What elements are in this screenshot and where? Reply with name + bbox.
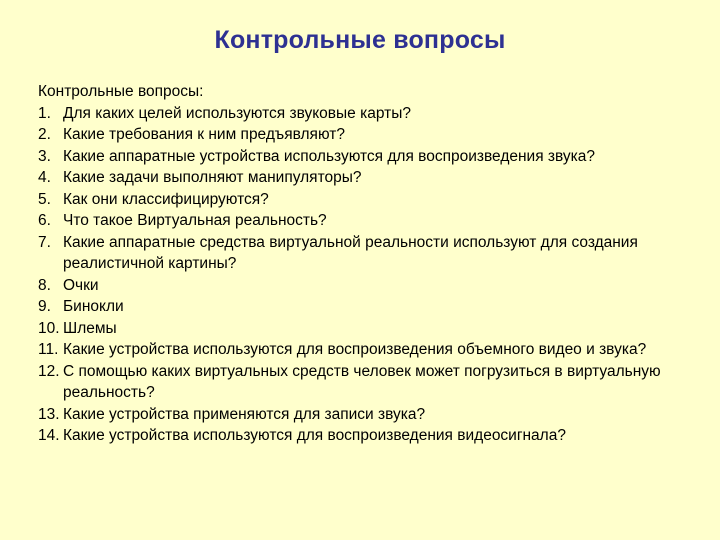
item-number: 12. — [38, 362, 60, 380]
item-number: 7. — [38, 233, 51, 251]
item-number: 8. — [38, 276, 51, 294]
item-text: Бинокли — [63, 298, 124, 315]
item-number: 6. — [38, 212, 51, 229]
list-item — [38, 210, 708, 232]
list-item — [38, 275, 708, 297]
list-item — [38, 124, 708, 146]
item-text: Для каких целей используются звуковые карты? — [63, 104, 411, 122]
list-item — [38, 232, 708, 275]
item-number: 5. — [38, 190, 51, 208]
list-item — [38, 167, 708, 189]
item-text: Какие задачи выполняют манипуляторы? — [63, 169, 362, 186]
item-text: Как они классифицируются? — [63, 190, 269, 208]
item-text: Какие требования к ним предъявляют? — [63, 126, 345, 143]
list-item — [38, 146, 708, 168]
list-item — [38, 425, 708, 447]
slide-body — [38, 81, 708, 447]
item-text: Шлемы — [63, 319, 117, 337]
questions-intro: Контрольные вопросы: — [38, 83, 204, 100]
questions-list — [38, 103, 708, 447]
item-number: 2. — [38, 126, 51, 143]
item-text: С помощью каких виртуальных средств человек может погрузиться в виртуальную реальность? — [63, 362, 661, 401]
item-text: Что такое Виртуальная реальность? — [63, 212, 327, 229]
list-item — [38, 361, 708, 404]
item-number: 14. — [38, 427, 60, 444]
list-item — [38, 103, 708, 125]
item-number: 9. — [38, 298, 51, 315]
item-number: 1. — [38, 104, 51, 122]
item-text: Какие аппаратные средства виртуальной реальности используют для создания реалистичной картины? — [63, 233, 638, 272]
item-text: Какие устройства используются для воспроизведения объемного видео и звука? — [63, 341, 647, 358]
list-item — [38, 404, 708, 426]
item-number: 11. — [38, 341, 59, 358]
item-number: 13. — [38, 405, 60, 423]
item-text: Очки — [63, 276, 99, 294]
list-item — [38, 189, 708, 211]
item-number: 3. — [38, 147, 51, 165]
list-item — [38, 296, 708, 318]
item-text: Какие устройства применяются для записи звука? — [63, 405, 426, 423]
item-number: 10. — [38, 319, 60, 337]
list-item — [38, 318, 708, 340]
item-text: Какие аппаратные устройства используются для воспроизведения звука? — [63, 147, 596, 165]
slide-title: Контрольные вопросы — [214, 26, 506, 54]
list-item — [38, 339, 708, 361]
item-text: Какие устройства используются для воспроизведения видеосигнала? — [63, 427, 566, 444]
item-number: 4. — [38, 169, 51, 186]
